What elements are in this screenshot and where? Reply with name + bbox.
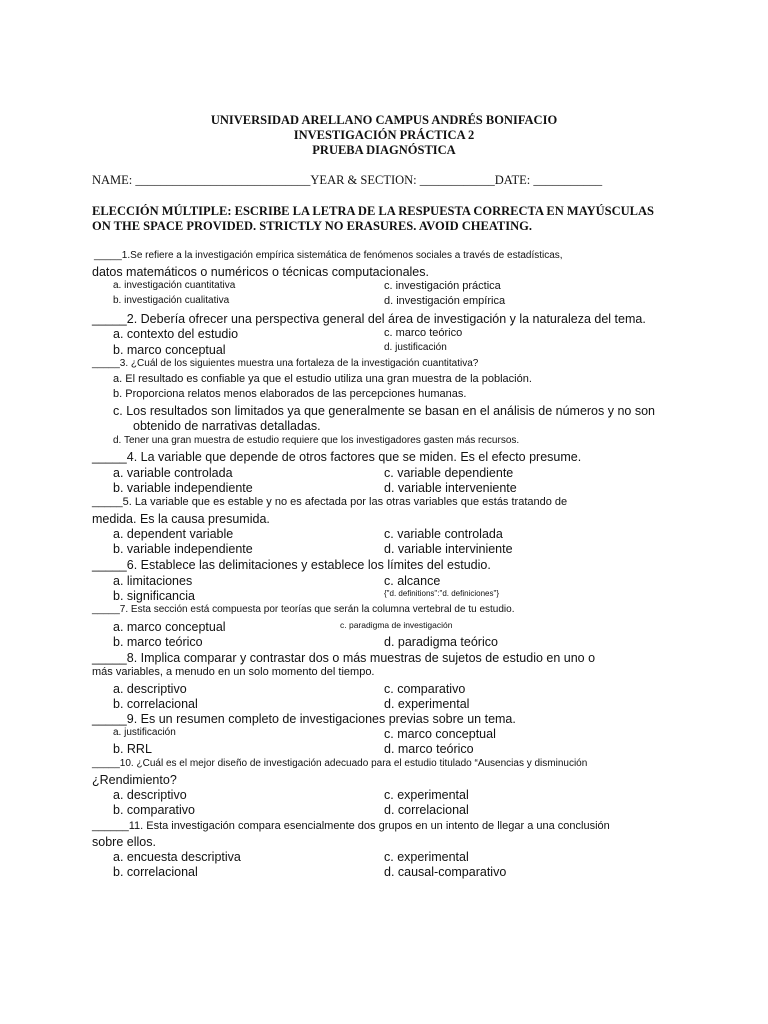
question-10-option-c: c. experimental [384,788,469,802]
question-10-option-b: b. comparativo [113,803,195,817]
question-8-stem-cont: más variables, a menudo en un solo momento del tiempo. [92,666,375,678]
question-9-option-d: d. marco teórico [384,742,474,756]
question-3-stem: _____3. ¿Cuál de los siguientes muestra una fortaleza de la investigación cuantitativa? [92,358,479,369]
question-4-option-c: c. variable dependiente [384,466,514,480]
university-title: UNIVERSIDAD ARELLANO CAMPUS ANDRÉS BONIFACIO [210,113,558,127]
question-8-option-a: a. descriptivo [113,682,187,696]
question-11-option-c: c. experimental [384,850,469,864]
question-5-stem: _____5. La variable que es estable y no es afectada por las otras variables que estás tratando de [92,496,568,508]
question-8-option-d: d. experimental [384,697,470,711]
question-9-stem: _____9. Es un resumen completo de investigaciones previas sobre un tema. [92,712,516,726]
question-1-stem-cont: datos matemáticos o numéricos o técnicas computacionales. [92,265,429,279]
question-5-option-d: d. variable interviniente [384,542,513,556]
question-6-stem: _____6. Establece las delimitaciones y establece los límites del estudio. [92,558,491,572]
question-3-option-a: a. El resultado es confiable ya que el estudio utiliza una gran muestra de la población. [113,373,532,385]
question-4-option-b: b. variable independiente [113,481,253,495]
question-11-option-b: b. correlacional [113,865,198,879]
question-8-stem: _____8. Implica comparar y contrastar dos o más muestras de sujetos de estudio en uno o [92,651,596,665]
instructions-line-2: ON THE SPACE PROVIDED. STRICTLY NO ERASURES. AVOID CHEATING. [92,219,533,233]
question-9-option-a: a. justificación [113,727,176,738]
question-1-option-c: c. investigación práctica [384,280,501,292]
question-4-stem: _____4. La variable que depende de otros factores que se miden. Es el efecto presume. [92,450,582,464]
question-11-stem-cont: sobre ellos. [92,835,156,849]
question-11-stem: ______11. Esta investigación compara esencialmente dos grupos en un intento de llegar a una conclusión [92,820,610,832]
question-11-option-a: a. encuesta descriptiva [113,850,241,864]
question-9-option-b: b. RRL [113,742,152,756]
instructions-line-1: ELECCIÓN MÚLTIPLE: ESCRIBE LA LETRA DE LA RESPUESTA CORRECTA EN MAYÚSCULAS [92,204,654,218]
question-2-option-b: b. marco conceptual [113,343,226,357]
question-6-option-c: c. alcance [384,574,441,588]
question-3-option-c: c. Los resultados son limitados ya que generalmente se basan en el análisis de números y no son [113,405,655,418]
question-7-option-b: b. marco teórico [113,635,203,649]
question-6-option-a: a. limitaciones [113,574,193,588]
question-7-option-d: d. paradigma teórico [384,635,498,649]
question-2-option-c: c. marco teórico [384,327,463,339]
question-10-option-a: a. descriptivo [113,788,187,802]
question-9-option-c: c. marco conceptual [384,727,496,741]
question-2-option-d: d. justificación [384,342,447,353]
question-7-option-c: c. paradigma de investigación [340,620,453,630]
question-10-option-d: d. correlacional [384,803,469,817]
question-5-option-a: a. dependent variable [113,527,234,541]
question-6-option-d: {"d. definitions":"d. definiciones"} [384,589,499,598]
question-3-option-c-cont: obtenido de narrativas detalladas. [133,419,321,433]
question-5-stem-cont: medida. Es la causa presumida. [92,512,270,526]
exam-title: PRUEBA DIAGNÓSTICA [312,143,456,157]
question-3-option-d: d. Tener una gran muestra de estudio requiere que los investigadores gasten más recursos. [113,435,520,446]
question-7-stem: _____7. Esta sección está compuesta por teorías que serán la columna vertebral de tu estudio. [92,604,515,615]
question-10-stem: _____10. ¿Cuál es el mejor diseño de investigación adecuado para el estudio titulado “Ausencias y disminución [92,758,588,769]
question-7-option-a: a. marco conceptual [113,620,226,634]
question-5-option-c: c. variable controlada [384,527,503,541]
question-1-option-d: d. investigación empírica [384,295,506,307]
question-5-option-b: b. variable independiente [113,542,253,556]
question-1-option-a: a. investigación cuantitativa [113,280,236,291]
question-6-option-b: b. significancia [113,589,195,603]
course-title: INVESTIGACIÓN PRÁCTICA 2 [293,128,475,142]
question-4-option-a: a. variable controlada [113,466,233,480]
question-1-option-b: b. investigación cualitativa [113,295,230,306]
question-4-option-d: d. variable interveniente [384,481,517,495]
question-3-option-b: b. Proporciona relatos menos elaborados de las percepciones humanas. [113,388,467,400]
question-11-option-d: d. causal-comparativo [384,865,507,879]
student-info-line: NAME: ____________________________YEAR & SECTION: ____________DATE: ___________ [92,173,603,187]
question-1-stem: _____1.Se refiere a la investigación empírica sistemática de fenómenos sociales a través de estadísticas, [94,250,563,261]
question-10-stem-cont: ¿Rendimiento? [92,773,177,787]
question-2-stem: _____2. Debería ofrecer una perspectiva general del área de investigación y la naturaleza del tema. [92,312,646,326]
question-8-option-c: c. comparativo [384,682,466,696]
question-8-option-b: b. correlacional [113,697,198,711]
question-2-option-a: a. contexto del estudio [113,327,239,341]
